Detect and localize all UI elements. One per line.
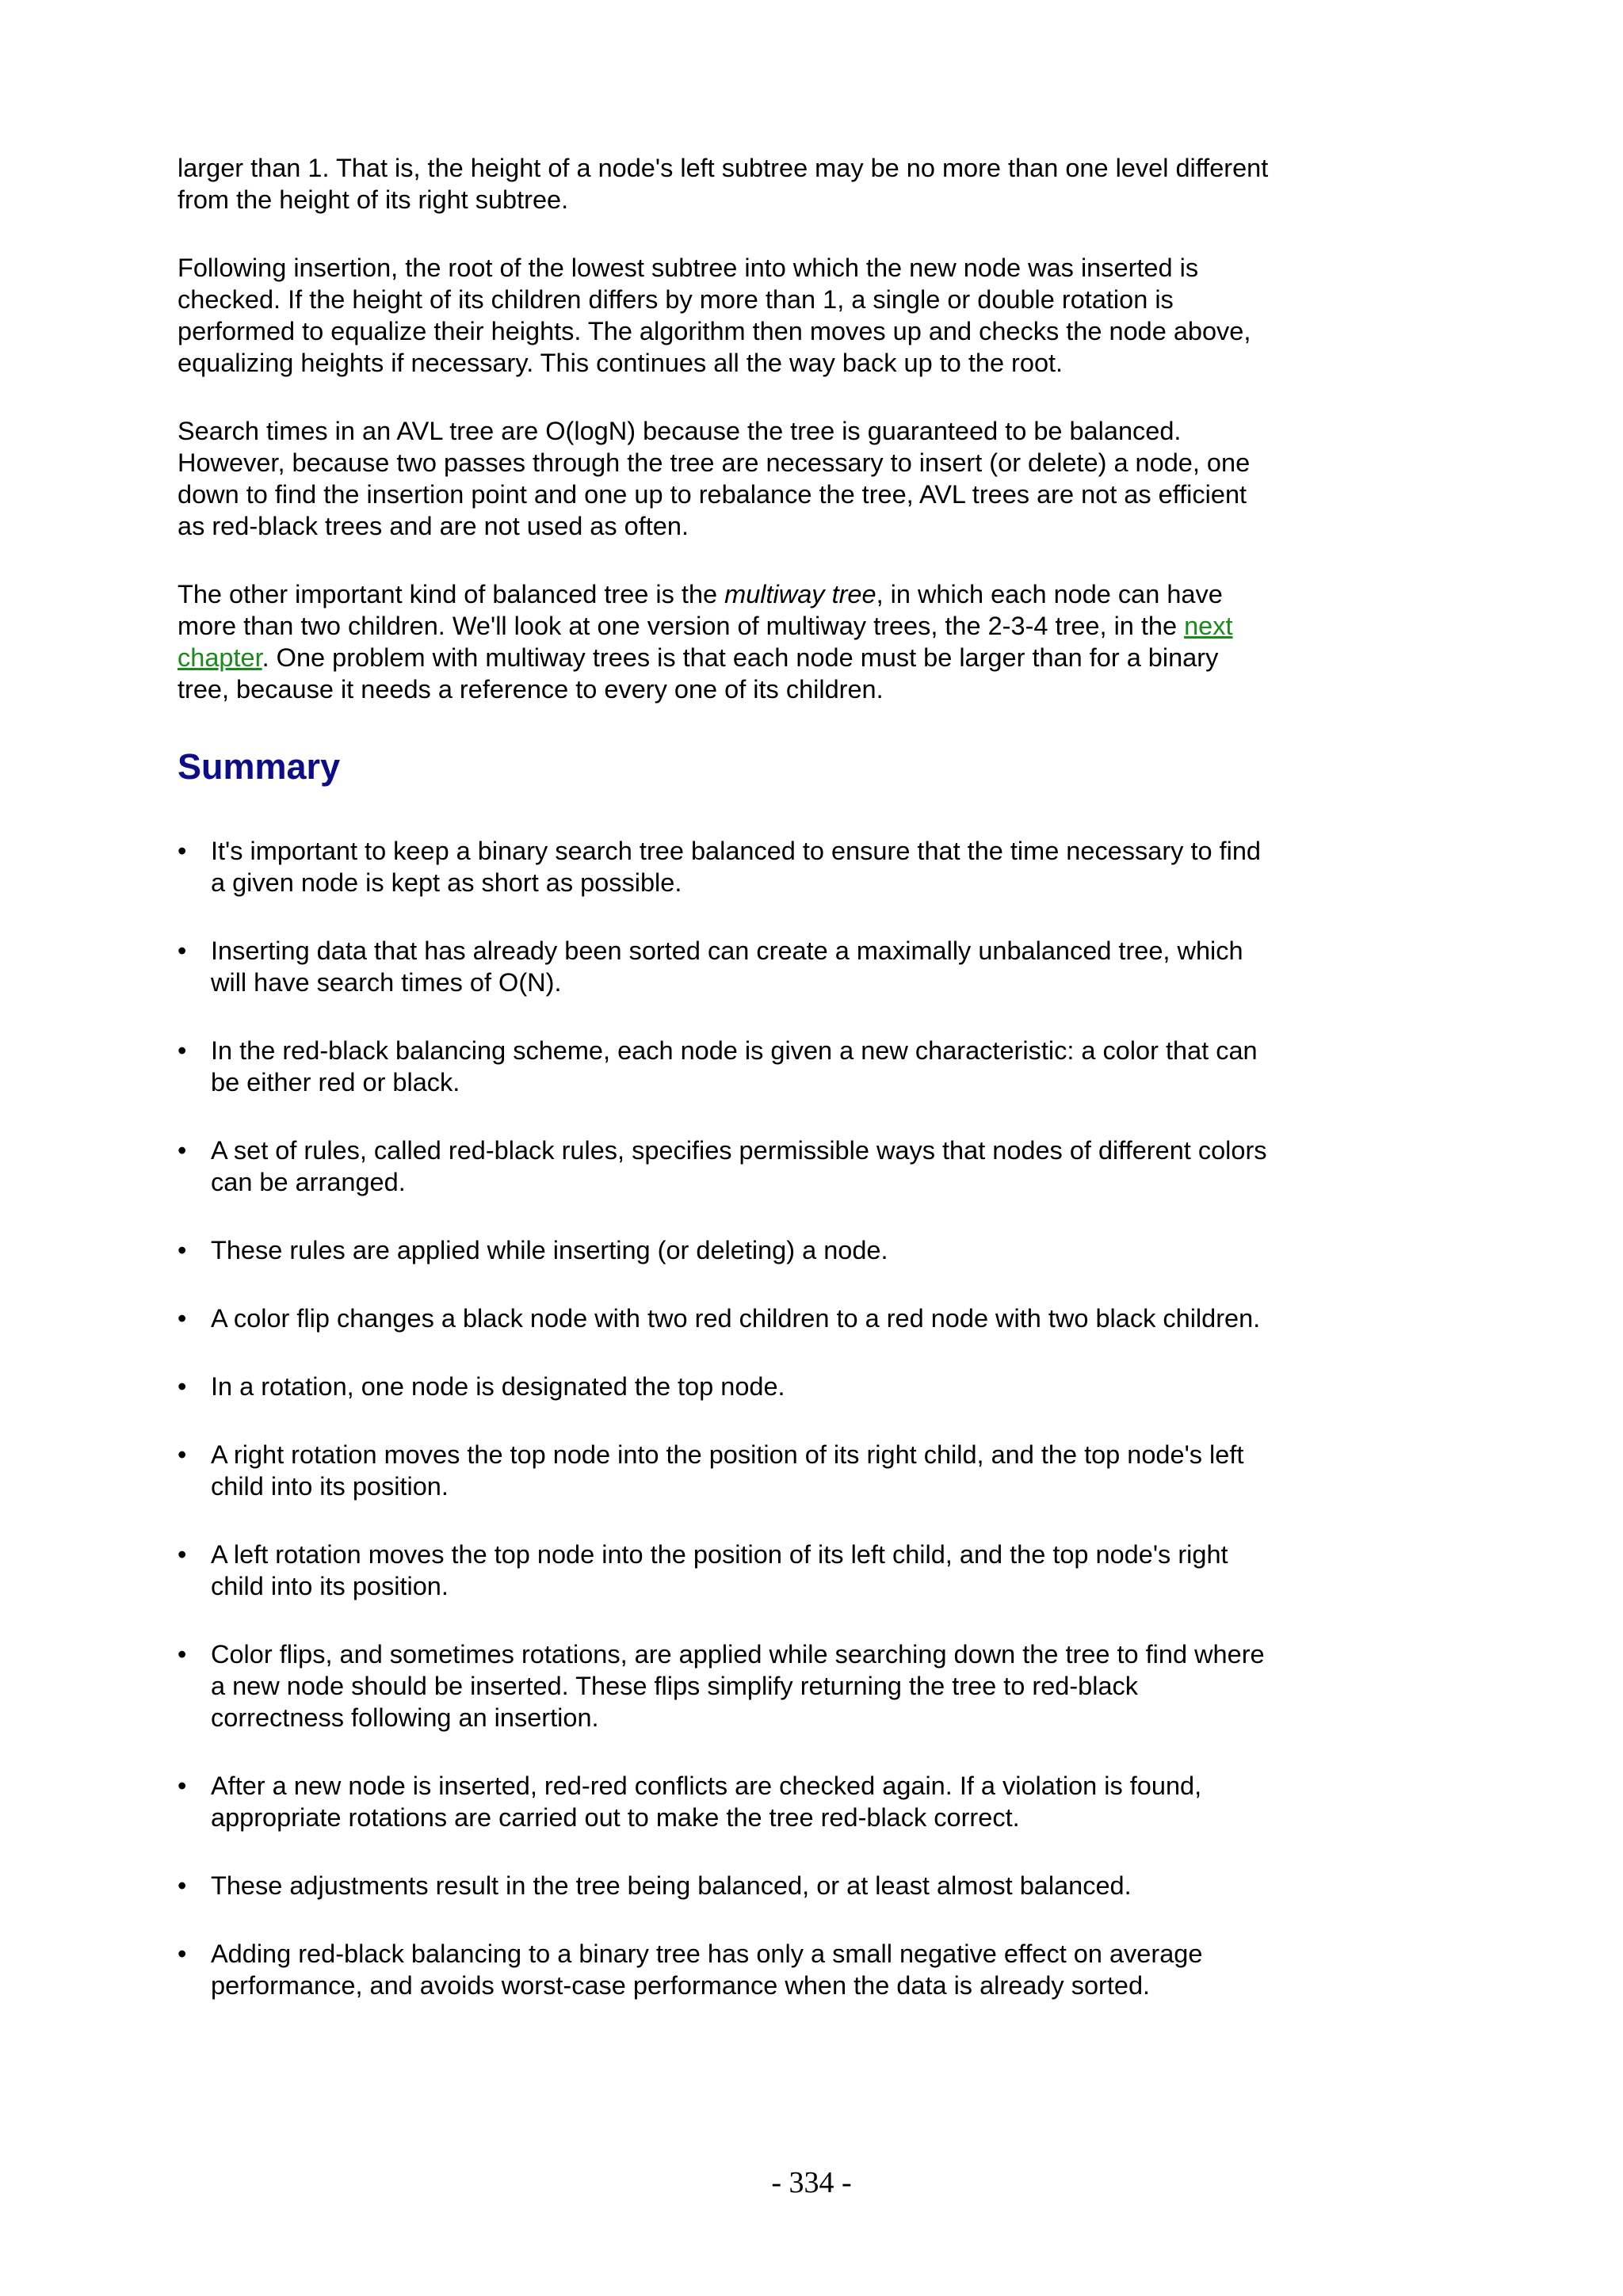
summary-item [178, 1870, 1271, 1901]
bullet-marker: • [178, 1440, 187, 1469]
bullet-marker: • [178, 1640, 187, 1669]
bullet-marker: • [178, 1540, 187, 1569]
summary-item [178, 1371, 1271, 1402]
page-content [178, 152, 1271, 2001]
bullet-marker: • [178, 837, 187, 865]
bullet-marker: • [178, 1372, 187, 1401]
summary-item-text: A set of rules, called red-black rules, specifies permissible ways that nodes of different colors can be arranged. [211, 1136, 1267, 1196]
bullet-marker: • [178, 1871, 187, 1900]
summary-item [178, 1302, 1271, 1334]
summary-item [178, 1770, 1271, 1833]
paragraph-avl-height: larger than 1. That is, the height of a node's left subtree may be no more than one level different from the height of its right subtree. [178, 154, 1269, 214]
bullet-marker: • [178, 1939, 187, 1968]
summary-item-text: These rules are applied while inserting (or deleting) a node. [211, 1236, 888, 1264]
bullet-marker: • [178, 1304, 187, 1333]
summary-item-text: A left rotation moves the top node into the position of its left child, and the top node's right child into its position. [211, 1540, 1228, 1600]
next-chapter-link[interactable]: next chapter [178, 612, 1233, 672]
page-number: - 334 - [771, 2166, 852, 2199]
bullet-marker: • [178, 1136, 187, 1165]
summary-item-text: It's important to keep a binary search tree balanced to ensure that the time necessary to find a given node is kept as short as possible. [211, 837, 1261, 897]
summary-item-text: A color flip changes a black node with two red children to a red node with two black children. [211, 1304, 1261, 1333]
summary-item-text: Inserting data that has already been sorted can create a maximally unbalanced tree, which will have search times of O(N). [211, 936, 1243, 997]
bullet-marker: • [178, 1236, 187, 1264]
summary-item-text: In a rotation, one node is designated the top node. [211, 1372, 785, 1401]
summary-item [178, 1135, 1271, 1198]
bullet-marker: • [178, 936, 187, 965]
summary-item [178, 1035, 1271, 1098]
paragraph-text-segment: , in which each node can have more than two children. We'll look at one version of multiway trees, the 2-3-4 tree, in the [178, 580, 1223, 640]
summary-item-text: Color flips, and sometimes rotations, are applied while searching down the tree to find where a new node should be inserted. These flips simplify returning the tree to red-black correctness following an insertion. [211, 1640, 1265, 1732]
summary-item [178, 1539, 1271, 1602]
summary-list [178, 835, 1271, 2001]
summary-item [178, 1938, 1271, 2001]
summary-item [178, 1638, 1271, 1733]
summary-item-text: In the red-black balancing scheme, each node is given a new characteristic: a color that can be either red or black. [211, 1036, 1258, 1097]
paragraph-text-segment: . One problem with multiway trees is that each node must be larger than for a binary tree, because it needs a reference to every one of its children. [178, 643, 1219, 704]
summary-item [178, 1234, 1271, 1266]
summary-item-text: A right rotation moves the top node into the position of its right child, and the top node's left child into its position. [211, 1440, 1244, 1501]
bullet-marker: • [178, 1036, 187, 1065]
bullet-marker: • [178, 1772, 187, 1800]
summary-item-text: These adjustments result in the tree being balanced, or at least almost balanced. [211, 1871, 1132, 1900]
paragraph-avl-insertion: Following insertion, the root of the lowest subtree into which the new node was inserted is checked. If the height of its children differs by more than 1, a single or double rotation is performed to equalize their heights. The algorithm then moves up and checks the node above, equalizing heights if necessary. This continues all the way back up to the root. [178, 254, 1251, 377]
summary-heading: Summary [178, 746, 341, 787]
summary-item-text: Adding red-black balancing to a binary tree has only a small negative effect on average performance, and avoids worst-case performance when the data is already sorted. [211, 1939, 1203, 2000]
summary-item [178, 835, 1271, 898]
paragraph-text-segment: The other important kind of balanced tree is the [178, 580, 725, 608]
paragraph-multiway-tree [178, 578, 1271, 705]
summary-item [178, 1439, 1271, 1502]
summary-item [178, 935, 1271, 998]
multiway-tree-term: multiway tree [724, 580, 876, 608]
paragraph-avl-search-times: Search times in an AVL tree are O(logN) because the tree is guaranteed to be balanced. However, because two passes through the tree are necessary to insert (or delete) a node, one down to find the insertion point and one up to rebalance the tree, AVL trees are not as efficient as red-black trees and are not used as often. [178, 417, 1251, 540]
summary-item-text: After a new node is inserted, red-red conflicts are checked again. If a violation is found, appropriate rotations are carried out to make the tree red-black correct. [211, 1772, 1202, 1832]
